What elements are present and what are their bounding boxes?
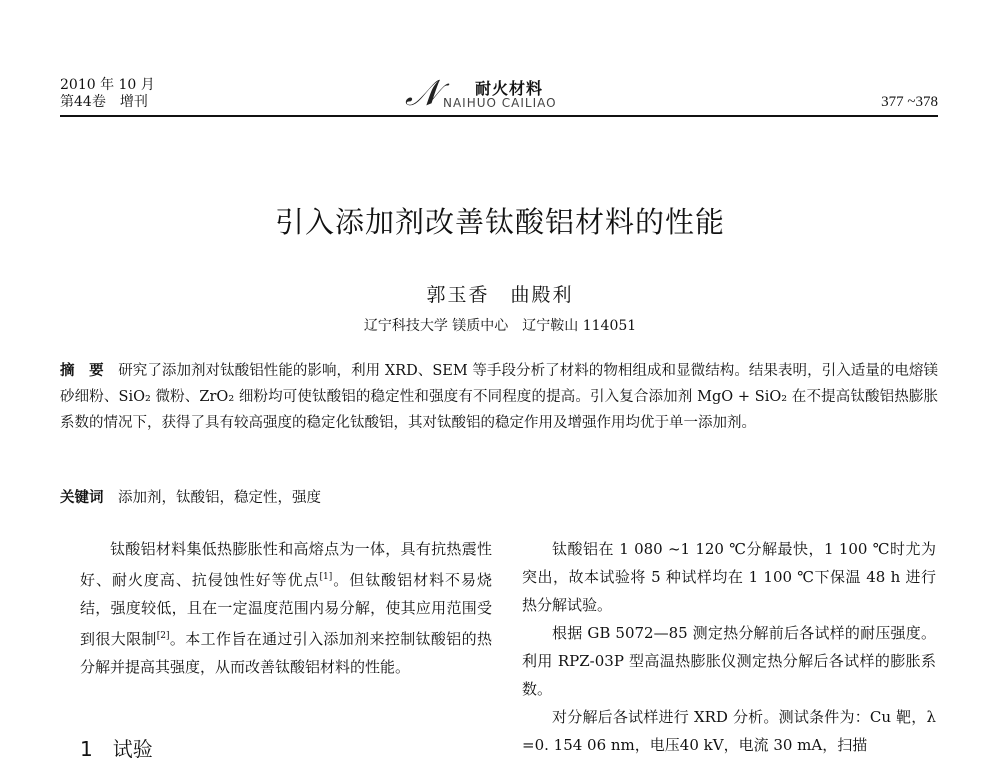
paper-authors: 郭玉香 曲殿利	[426, 284, 574, 306]
intro-paragraph	[80, 535, 492, 681]
header-issue-info	[60, 77, 155, 111]
journal-name-en: NAIHUO CAILIAO	[443, 96, 557, 110]
header-page-range: 377 ~378	[881, 94, 938, 110]
body-paragraph: 钛酸铝在 1 080 ~1 120 ℃分解最快，1 100 ℃时尤为突出，故本试验将 5 种试样均在 1 100 ℃下保温 48 h 进行热分解试验。	[522, 540, 936, 614]
body-paragraph: 对分解后各试样进行 XRD 分析。测试条件为：Cu 靶，λ =0. 154 06 nm，电压40 kV，电流 30 mA，扫描	[522, 708, 936, 754]
intro-text-part-3: 。本工作旨在通过引入添加剂来控制钛酸铝的热分解并提高其强度，从而改善钛酸铝材料的性能。	[80, 630, 492, 676]
header-date: 2010 年 10 月	[60, 77, 155, 93]
abstract-text: 研究了添加剂对钛酸铝性能的影响，利用 XRD、SEM 等手段分析了材料的物相组成和显微结构。结果表明，引入适量的电熔镁砂细粉、SiO₂ 微粉、ZrO₂ 细粉均可使钛酸铝的稳定性和强度有不同程度的提高。引入复合添加剂 MgO + SiO₂ 在不提高钛酸铝热膨胀系数的情况下，获得了具有较高强度的稳定化钛酸铝，其对钛酸铝的稳定作用及增强作用均优于单一添加剂。	[60, 363, 939, 431]
abstract	[60, 358, 938, 436]
body-paragraph: 根据 GB 5072—85 测定热分解前后各试样的耐压强度。利用 RPZ-03P 型高温热膨胀仪测定热分解后各试样的膨胀系数。	[522, 624, 936, 698]
paper-title: 引入添加剂改善钛酸铝材料的性能	[274, 205, 725, 239]
keywords-label: 关键词	[60, 490, 104, 506]
journal-logo-mark-icon: 𝒩	[405, 73, 440, 114]
journal-name-cn: 耐火材料	[475, 79, 544, 98]
intro-text-part-1: 钛酸铝材料集低热膨胀性和高熔点为一体，具有抗热震性好、耐火度高、抗侵蚀性好等优点	[80, 540, 492, 589]
citation-1[interactable]: [1]	[319, 572, 333, 582]
header-volume: 第44卷 增刊	[60, 94, 148, 110]
body-column-right	[522, 535, 936, 759]
intro-text-part-2: 。但钛酸铝材料不易烧结，强度较低，且在一定温度范围内易分解，使其应用范围受到很大限制	[80, 571, 492, 648]
header-rule	[60, 115, 938, 117]
body-column-left	[80, 535, 492, 681]
citation-2[interactable]: [2]	[156, 631, 170, 641]
section-heading-experiment: 1 试验	[80, 737, 153, 761]
paper-affiliation: 辽宁科技大学 镁质中心 辽宁鞍山 114051	[363, 318, 637, 334]
keywords	[60, 486, 938, 507]
keywords-text: 添加剂，钛酸铝，稳定性，强度	[118, 490, 321, 506]
abstract-label: 摘 要	[60, 363, 104, 379]
journal-logo	[405, 74, 575, 114]
